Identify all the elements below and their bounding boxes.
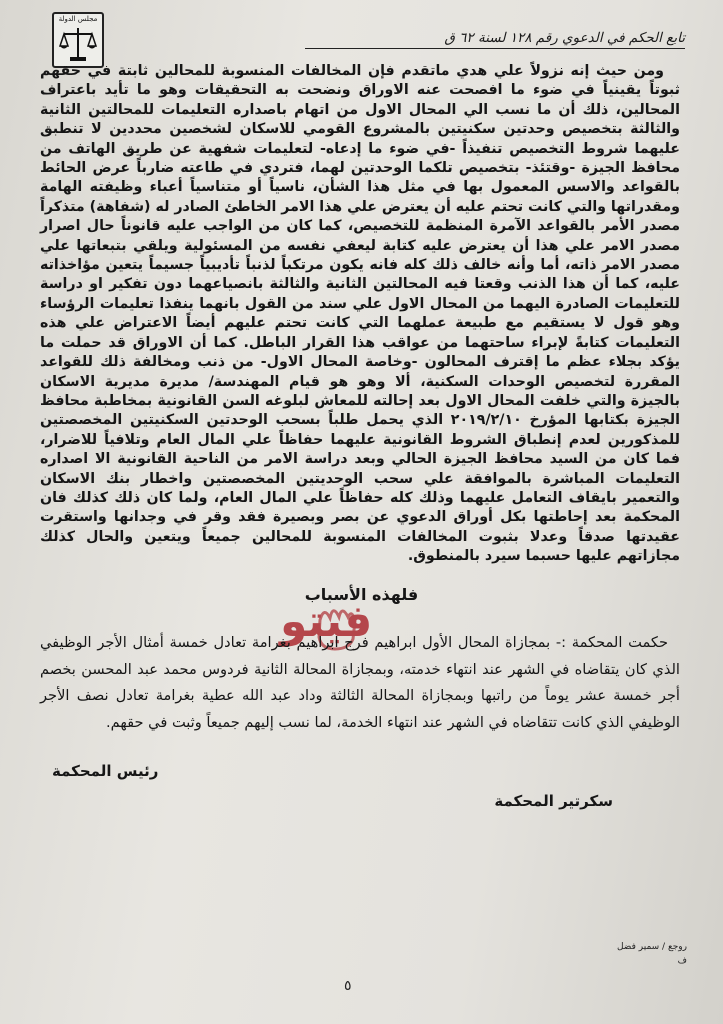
page-number: ٥ bbox=[344, 978, 352, 994]
typist-note-line: ف bbox=[677, 956, 687, 966]
council-emblem bbox=[52, 12, 104, 68]
secretary-signature-label: سكرتير المحكمة bbox=[494, 792, 613, 810]
emblem-caption: مجلس الدولة bbox=[58, 15, 98, 23]
ruling-paragraph: حكمت المحكمة :- بمجازاة المحال الأول ابراهيم فرج ابراهيم بغرامة تعادل خمسة أمثال الأجر الوظيفي الذي كان يتقاضاه في الشهر عند انتهاء خدمته، وبمجازاة المحالة الثانية فردوس محمد عبد المحسن بخصم أجر خمسة عشر يوماً من راتبها وبمجازاة المحالة الثالثة وداد عبد الله عطية بغرامة تعادل نصف الأجر الوظيفي الذي كانت تتقاضاه في الشهر عند انتهاء الخدمة، لما نسب إليهم جميعاً وثبت في حقهم. bbox=[40, 634, 680, 731]
judgment-reasoning bbox=[40, 62, 680, 567]
typist-note-line: روجع / سمير فضل bbox=[616, 942, 687, 952]
scales-of-justice-icon bbox=[58, 24, 98, 64]
watermark-text: فيتو bbox=[280, 596, 373, 647]
case-header: تابع الحكم في الدعوي رقم ١٢٨ لسنة ٦٢ ق bbox=[305, 30, 685, 49]
reasoning-paragraph: ومن حيث إنه نزولاً علي هدي ماتقدم فإن المخالفات المنسوبة للمحالين ثابتة في حقهم ثبوتاً يقينياً في ضوء ما افصحت عنه الاوراق ونضحت به التحقيقات وهو ما تأيد باعتراف المحالين، ذلك أن ما نسب الي المحال الاول من اتهام باصداره التعليمات للمحالتين الثانية والثالثة بتخصيص وحدتين سكنيتين بالمشروع القومي للاسكان لشخصين محددين لا تنطبق عليهما شروط التخصيص تنفيذاً -في ضوء ما إدعاه- لتعليمات شفهية عن طريق الهاتف من محافظ الجيزة -وقتئذ- بتخصيص تلكما الوحدتين لهما، فتردي في طاعته ضارباً عرض الحائط بالقواعد والاسس المعمول بها في مثل هذا الشأن، ناسياً أو متناسياً أعباء وظيفته الهامة ومقدراتها والتي كانت تحتم عليه أن يعترض علي هذا الامر الخاطئ الصادر له (شفاهة) متذكراً مصدر الأمر بالقواعد الآمرة المنظمة للتخصيص، كما كان من الواجب عليه قانوناً حال اصرار مصدر الامر علي هذا أن يعترض عليه كتابة ليعفي نفسه من المسئولية ويلقي بتبعاتها علي مصدر الامر ذاته، أما وأنه خالف ذلك كله فانه يكون مرتكباً لذنباً تأديبياً جسيماً يتعين مؤاخذاته عليه، كما أن هذا الذنب وقعتا فيه المحالتين الثانية والثالثة بانصياعهما دون تفكير او دراسة للتعليمات الصادرة اليهما من المحال الاول علي سند من القول بانهما ينفذا تعليمات الرؤساء وهو قول لا يستقيم مع طبيعة عملهما التي كانت تحتم عليهم أيضاً الاعتراض علي هذه التعليمات كتابةً لإبراء ساحتهما من عواقب هذا القرار الباطل. كما أن الاوراق قد حملت ما يؤكد بجلاء عظم ما إقترف المحالون -وخاصة المحال الاول- من ذنب ومخالفة ذلك للقواعد المقررة لتخصيص الوحدات السكنية، ألا وهو هو قيام المهندسة/ مديرة مديرية الاسكان بالجيزة والتي خلفت المحال الاول بعد إحالته للمعاش لبلوغه السن القانونية بمخاطبة محافظ الجيزة بكتابها المؤرخ ٢٠١٩/٢/١٠ الذي يحمل طلباً بسحب الوحدتين السكنيتين المخصصتين للمذكورين لعدم إنطباق الشروط القانونية عليهما حفاظاً علي المال العام وتلافياً للاضرار، فما كان من السيد محافظ الجيزة الحالي وبعد دراسة الامر من الناحية القانونية الا اصداره التعليمات المباشرة بالموافقة علي سحب الوحديتين المخصصتين واخطار بنك الاسكان والتعمير بايقاف التعامل عليهما وذلك كله حفاظاً علي المال العام، ولما كان ذلك كذلك فان المحكمة بعد إحاطتها بكل أوراق الدعوي عن بصر وبصيرة فقد وقر في وجدانها واستقرت عقيدتها صدقاً وعدلا بثبوت المخالفات المنسوبة للمحالين جميعاً ويتعين والحال كذلك مجازاتهم عليها حسبما سيرد بالمنطوق. bbox=[39, 63, 680, 565]
court-ruling bbox=[40, 630, 680, 736]
typist-note bbox=[617, 940, 687, 968]
president-signature-label: رئيس المحكمة bbox=[52, 762, 159, 780]
section-title: فلهذه الأسباب bbox=[304, 585, 419, 604]
